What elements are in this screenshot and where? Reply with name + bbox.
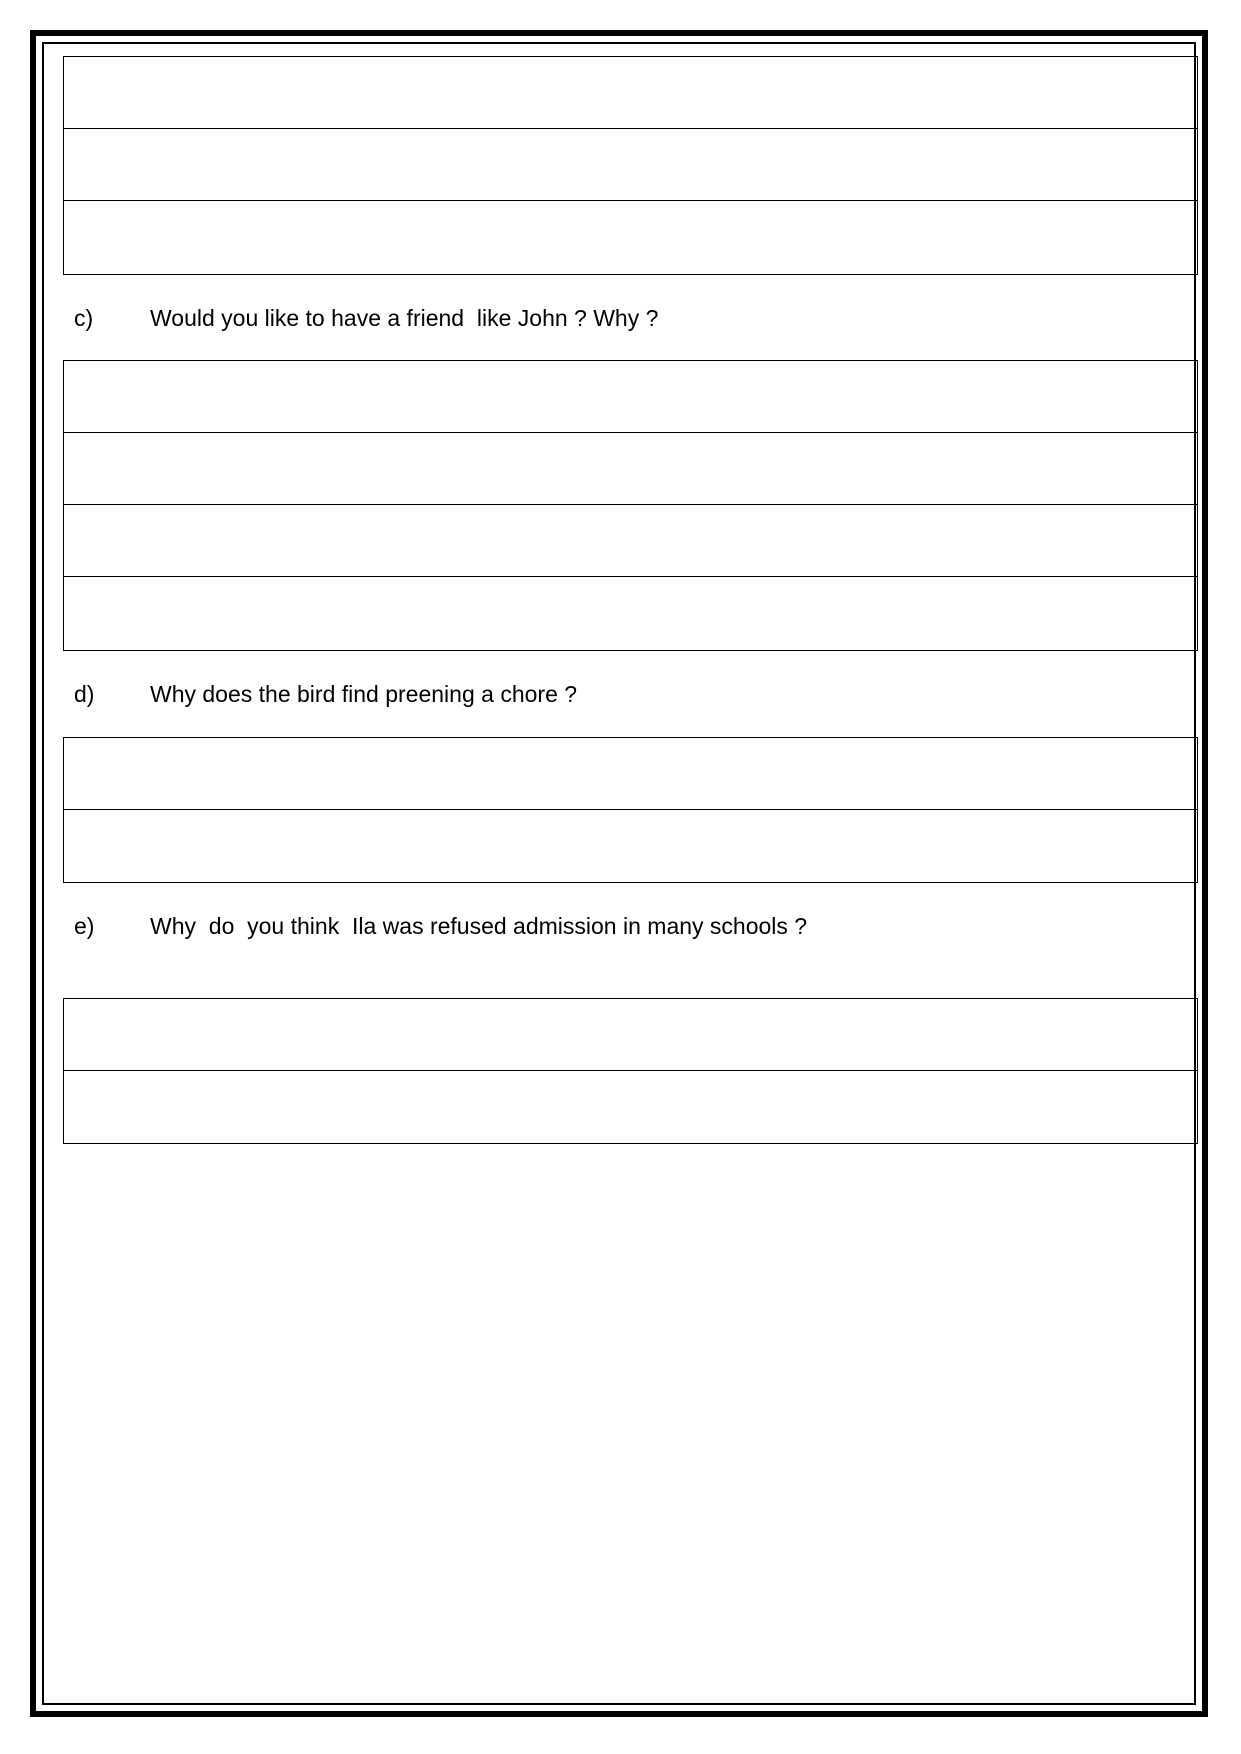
question-d-label: d) <box>74 681 95 707</box>
question-e <box>0 911 1241 941</box>
answer-line[interactable] <box>64 999 1197 1071</box>
answer-line[interactable] <box>64 57 1197 129</box>
question-e-label: e) <box>74 913 95 939</box>
question-c-text: Would you like to have a friend like John ? Why ? <box>150 305 659 331</box>
answer-line[interactable] <box>64 433 1197 505</box>
question-d <box>0 679 1241 709</box>
answer-box-previous <box>63 56 1198 275</box>
answer-box-c <box>63 360 1198 651</box>
answer-line[interactable] <box>64 361 1197 433</box>
answer-box-e <box>63 998 1198 1144</box>
question-c-label: c) <box>74 305 94 331</box>
question-c <box>0 303 1241 333</box>
question-e-text: Why do you think Ila was refused admission in many schools ? <box>150 913 808 939</box>
question-d-text: Why does the bird find preening a chore ? <box>150 681 578 707</box>
answer-line[interactable] <box>64 577 1197 649</box>
answer-line[interactable] <box>64 129 1197 201</box>
answer-line[interactable] <box>64 810 1197 882</box>
answer-line[interactable] <box>64 738 1197 810</box>
answer-line[interactable] <box>64 1071 1197 1143</box>
answer-box-d <box>63 737 1198 883</box>
answer-line[interactable] <box>64 201 1197 273</box>
answer-line[interactable] <box>64 505 1197 577</box>
